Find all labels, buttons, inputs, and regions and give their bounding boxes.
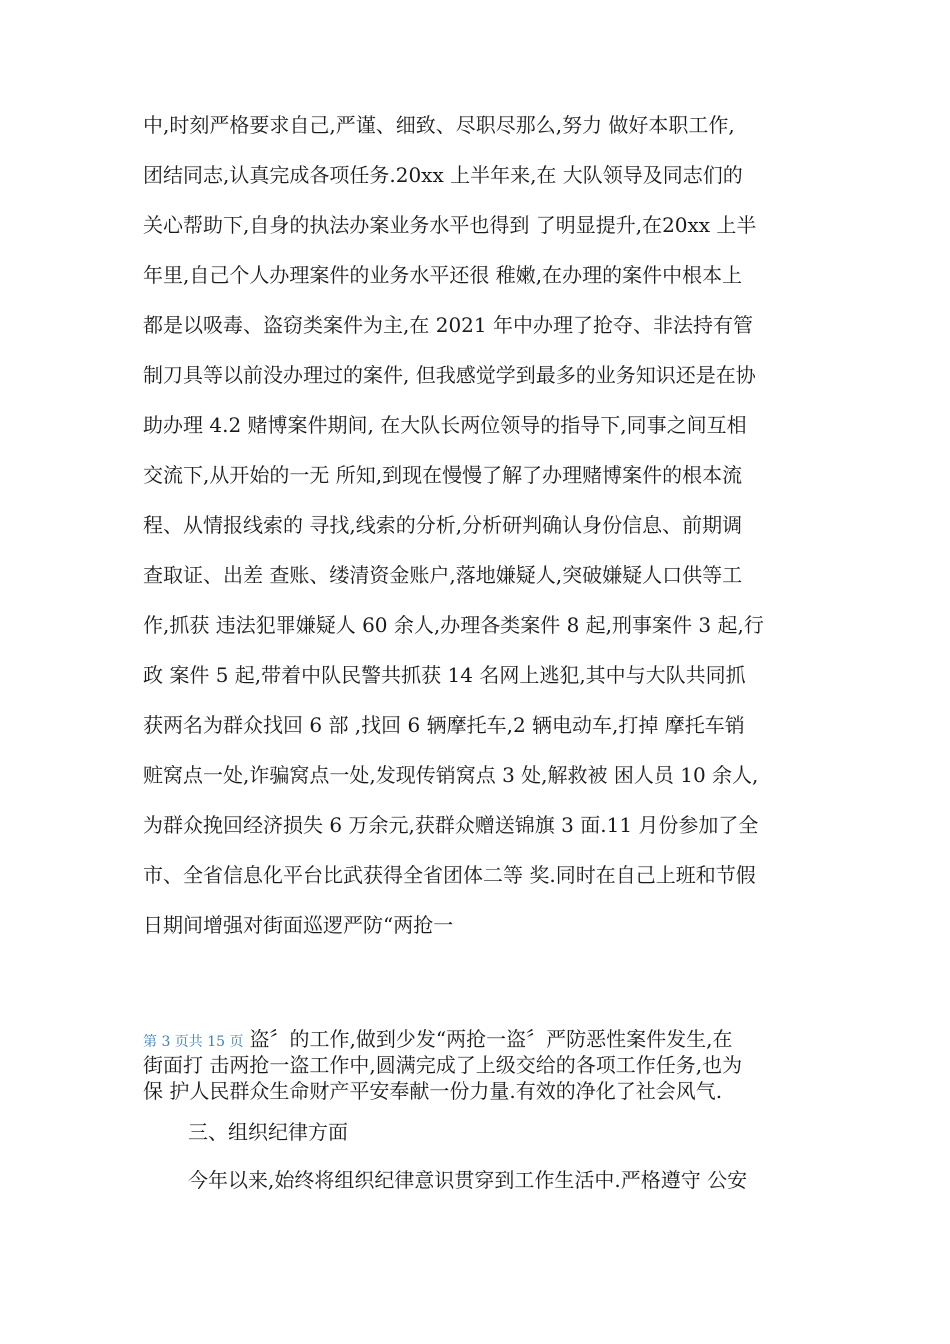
body-paragraph (143, 100, 833, 950)
text-line: 制刀具等以前没办理过的案件, 但我感觉学到最多的业务知识还是在协 (143, 363, 756, 387)
section-heading: 三、组织纪律方面 (188, 1120, 348, 1144)
text-segment: 盗〞的工作,做到少发“两抢一盗〞严防恶性案件发生,在 (249, 1027, 733, 1051)
body-paragraph-last: 今年以来,始终将组织纪律意识贯穿到工作生活中.严格遵守 公安 (188, 1168, 748, 1192)
text-line: 日期间增强对街面巡逻严防“两抢一 (143, 913, 454, 937)
text-line: 政 案件 5 起,带着中队民警共抓获 14 名网上逃犯,其中与大队共同抓 (143, 663, 746, 687)
page-number-label: 第 3 页共 15 页 (143, 1034, 244, 1050)
text-line: 街面打 击两抢一盗工作中,圆满完成了上级交给的各项工作任务,也为 (143, 1053, 743, 1077)
text-line: 中,时刻严格要求自己,严谨、细致、尽职尽那么,努力 做好本职工作, (143, 113, 735, 137)
text-line: 赃窝点一处,诈骗窝点一处,发现传销窝点 3 处,解救被 困人员 10 余人, (143, 763, 759, 787)
continued-paragraph (143, 1026, 833, 1104)
text-line: 程、从情报线索的 寻找,线索的分析,分析研判确认身份信息、前期调 (143, 513, 743, 537)
text-line: 助办理 4.2 赌博案件期间, 在大队长两位领导的指导下,同事之间互相 (143, 413, 747, 437)
text-line: 为群众挽回经济损失 6 万余元,获群众赠送锦旗 3 面.11 月份参加了全 (143, 813, 759, 837)
text-line: 市、全省信息化平台比武获得全省团体二等 奖.同时在自己上班和节假 (143, 863, 756, 887)
text-line: 团结同志,认真完成各项任务.20xx 上半年来,在 大队领导及同志们的 (143, 163, 743, 187)
text-line: 都是以吸毒、盗窃类案件为主,在 2021 年中办理了抢夺、非法持有管 (143, 313, 753, 337)
text-line: 查取证、出差 查账、缕清资金账户,落地嫌疑人,突破嫌疑人口供等工 (143, 563, 743, 587)
text-line: 获两名为群众找回 6 部 ,找回 6 辆摩托车,2 辆电动车,打掉 摩托车销 (143, 713, 745, 737)
text-line: 作,抓获 违法犯罪嫌疑人 60 余人,办理各类案件 8 起,刑事案件 3 起,行 (143, 613, 764, 637)
text-line: 交流下,从开始的一无 所知,到现在慢慢了解了办理赌博案件的根本流 (143, 463, 743, 487)
text-line: 保 护人民群众生命财产平安奉献一份力量.有效的净化了社会风气. (143, 1079, 723, 1103)
text-line (143, 1026, 833, 1052)
text-line: 年里,自己个人办理案件的业务水平还很 稚嫩,在办理的案件中根本上 (143, 263, 743, 287)
text-line: 关心帮助下,自身的执法办案业务水平也得到 了明显提升,在20xx 上半 (143, 213, 757, 237)
